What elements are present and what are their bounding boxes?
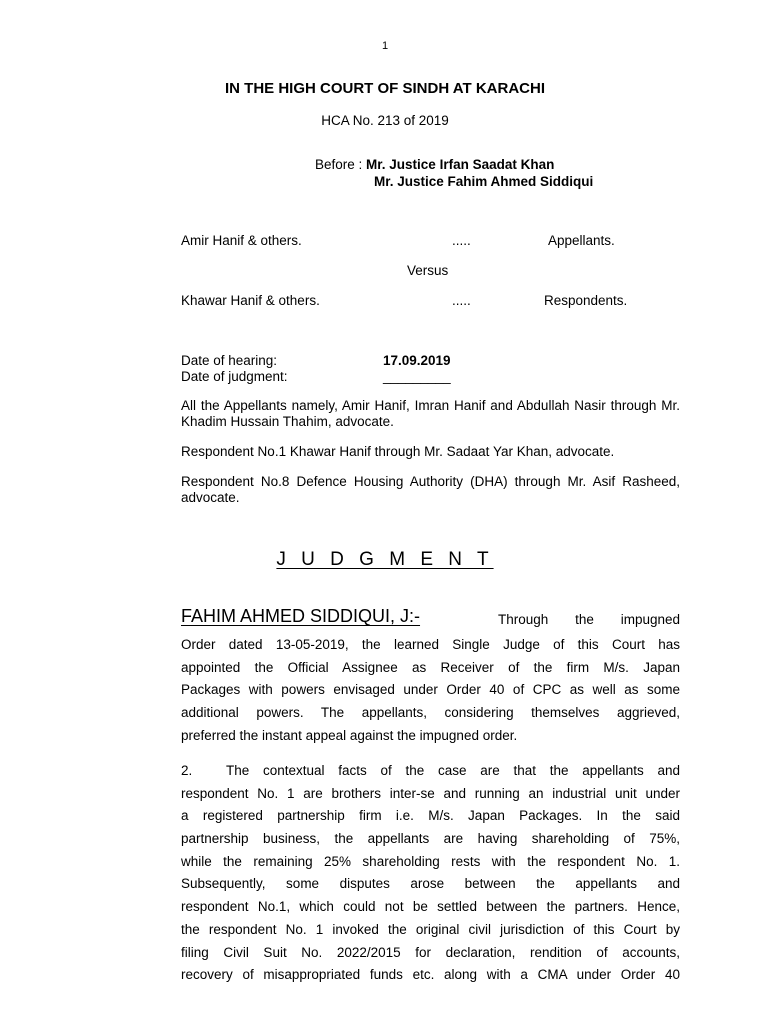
para1-line: appointed the Official Assignee as Receiver of the firm M/s. Japan	[181, 659, 680, 675]
bench-block	[315, 156, 593, 190]
para1-line: Order dated 13-05-2019, the learned Single Judge of this Court has	[181, 637, 680, 652]
counsel-respondent-1: Respondent No.1 Khawar Hanif through Mr. Sadaat Yar Khan, advocate.	[181, 444, 615, 459]
date-labels	[181, 353, 288, 385]
paragraph-2	[181, 760, 680, 987]
para1-word: the	[575, 612, 594, 627]
judge-2: Mr. Justice Fahim Ahmed Siddiqui	[374, 174, 594, 189]
para1-word: impugned	[620, 612, 680, 627]
para1-line: additional powers. The appellants, considering themselves aggrieved,	[181, 705, 680, 721]
para2-line: recovery of misappropriated funds etc. along with a CMA under Order 40	[181, 967, 680, 983]
para2-line: The contextual facts of the case are that the appellants and	[226, 763, 680, 778]
para2-line: a registered partnership firm i.e. M/s. Japan Packages. In the said	[181, 808, 680, 824]
appellant-dots: .....	[452, 233, 471, 248]
para1-line: preferred the instant appeal against the impugned order.	[181, 727, 518, 743]
appellant-role: Appellants.	[548, 233, 615, 248]
para2-number: 2.	[181, 763, 193, 778]
para1-line: Packages with powers envisaged under Order 40 of CPC as well as some	[181, 682, 680, 698]
respondent-dots: .....	[452, 293, 471, 308]
para2-line: filing Civil Suit No. 2022/2015 for declaration, rendition of accounts,	[181, 944, 680, 960]
appellant-name: Amir Hanif & others.	[181, 233, 302, 248]
author-name: FAHIM AHMED SIDDIQUI, J:-	[181, 606, 421, 626]
para2-line: respondent No. 1 are brothers inter-se and running an industrial unit under	[181, 785, 680, 801]
respondent-name: Khawar Hanif & others.	[181, 293, 320, 308]
judge-1: Mr. Justice Irfan Saadat Khan	[366, 157, 555, 172]
para2-line: Subsequently, some disputes arose between the appellants and	[181, 876, 680, 892]
judgment-date-label: Date of judgment:	[181, 369, 288, 384]
bench-line-1	[315, 156, 593, 173]
judgment-heading: J U D G M E N T	[276, 549, 494, 570]
case-number: HCA No. 213 of 2019	[321, 113, 449, 128]
versus-label: Versus	[407, 263, 449, 278]
court-title: IN THE HIGH COURT OF SINDH AT KARACHI	[225, 80, 545, 97]
para2-line: respondent No.1, which could not be settled between the partners. Hence,	[181, 899, 680, 915]
judgment-date-value: _________	[383, 369, 451, 384]
para1-opening-words	[498, 612, 680, 627]
page-number: 1	[381, 40, 389, 52]
hearing-date-label: Date of hearing:	[181, 353, 278, 368]
paragraph-1	[181, 634, 680, 747]
para2-line: the respondent No. 1 invoked the original civil jurisdiction of this Court by	[181, 921, 680, 937]
counsel-respondent-8: Respondent No.8 Defence Housing Authority (DHA) through Mr. Asif Rasheed, advocate.	[181, 474, 680, 505]
para2-line: partnership business, the appellants are having shareholding of 75%,	[181, 831, 680, 847]
hearing-date-value: 17.09.2019	[383, 353, 451, 368]
before-label: Before :	[315, 157, 367, 172]
para2-first-line	[181, 760, 680, 783]
respondent-role: Respondents.	[544, 293, 628, 308]
para2-line: while the remaining 25% shareholding rests with the respondent No. 1.	[181, 853, 680, 869]
counsel-appellants: All the Appellants namely, Amir Hanif, Imran Hanif and Abdullah Nasir through Mr. Khadim Hussain Thahim, advocate.	[181, 398, 680, 429]
para1-word: Through	[498, 612, 549, 627]
date-values	[383, 353, 451, 385]
